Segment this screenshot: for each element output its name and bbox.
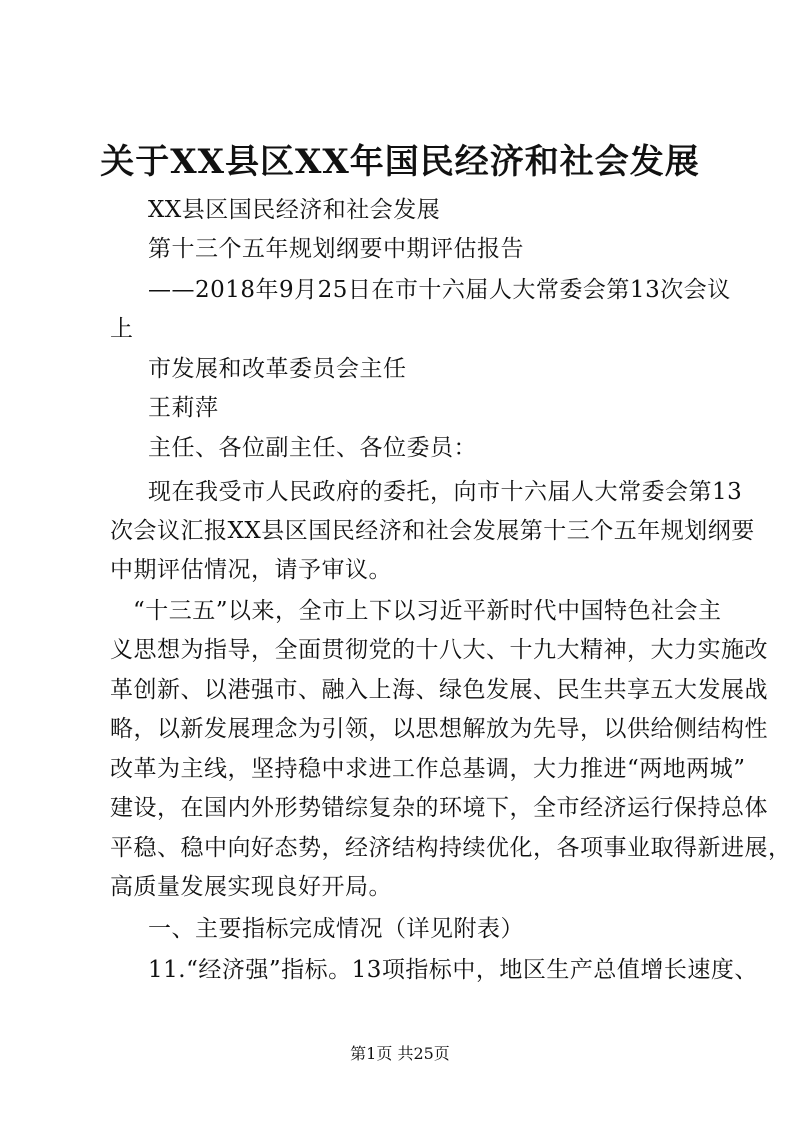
subtitle-line-1: XX县区国民经济和社会发展 (148, 197, 441, 223)
para3-line-1: 11.“经济强”指标。13项指标中，地区生产总值增长速度、 (148, 957, 758, 983)
para2-line-2: 义思想为指导，全面贯彻党的十八大、十九大精神，大力实施改 (110, 637, 768, 663)
para2-line-8: 高质量发展实现良好开局。 (110, 874, 392, 900)
subtitle-line-2: 第十三个五年规划纲要中期评估报告 (148, 236, 524, 262)
para2-line-5: 改革为主线，坚持稳中求进工作总基调，大力推进“两地两城” (110, 756, 746, 782)
section-heading: 一、主要指标完成情况（详见附表） (148, 916, 524, 942)
para2-line-1: “十三五”以来，全市上下以习近平新时代中国特色社会主 (133, 598, 722, 624)
salutation: 主任、各位副主任、各位委员： (148, 435, 477, 461)
para2-line-3: 革创新、以港强市、融入上海、绿色发展、民生共享五大发展战 (110, 677, 768, 703)
para1-line-1: 现在我受市人民政府的委托，向市十六届人大常委会第13 (148, 479, 743, 505)
dateline-continued: 上 (110, 316, 134, 342)
para2-line-4: 略，以新发展理念为引领，以思想解放为先导，以供给侧结构性 (110, 716, 768, 742)
page-number-footer: 第1页 共25页 (350, 1044, 450, 1063)
para1-line-2: 次会议汇报XX县区国民经济和社会发展第十三个五年规划纲要 (110, 518, 755, 544)
para2-line-7: 平稳、稳中向好态势，经济结构持续优化，各项事业取得新进展， (110, 835, 792, 861)
speaker-title: 市发展和改革委员会主任 (148, 356, 407, 382)
speaker-name: 王莉萍 (148, 395, 219, 421)
para2-line-6: 建设，在国内外形势错综复杂的环境下，全市经济运行保持总体 (110, 795, 768, 821)
dateline: ——2018年9月25日在市十六届人大常委会第13次会议 (148, 277, 731, 303)
document-title: 关于XX县区XX年国民经济和社会发展 (100, 142, 700, 182)
para1-line-3: 中期评估情况，请予审议。 (110, 557, 392, 583)
